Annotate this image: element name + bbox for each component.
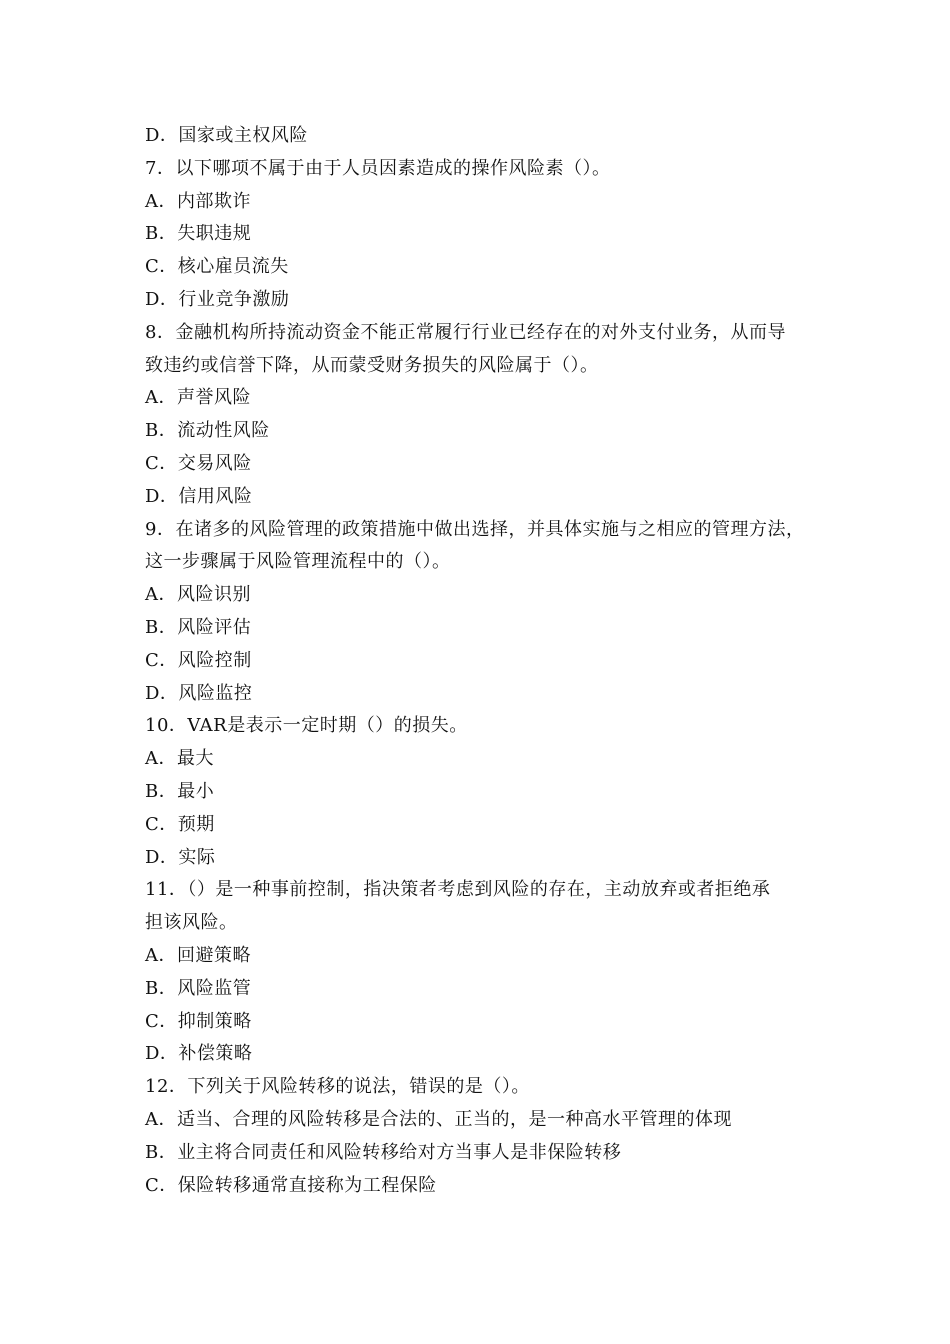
document-page [145, 120, 825, 1202]
option-line: D．行业竞争激励 [145, 288, 290, 310]
question-line-continued: 这一步骤属于风险管理流程中的（）。 [145, 551, 451, 573]
question-line: 9．在诸多的风险管理的政策措施中做出选择，并具体实施与之相应的管理方法， [145, 518, 805, 540]
question-line-continued: 致违约或信誉下降，从而蒙受财务损失的风险属于（）。 [145, 354, 599, 376]
option-line: A．适当、合理的风险转移是合法的、正当的，是一种高水平管理的体现 [145, 1108, 732, 1130]
option-line: A．声誉风险 [145, 387, 251, 409]
option-line: B．业主将合同责任和风险转移给对方当事人是非保险转移 [145, 1141, 622, 1163]
option-line: A．回避策略 [145, 944, 251, 966]
question-line: 8．金融机构所持流动资金不能正常履行行业已经存在的对外支付业务，从而导 [145, 321, 786, 343]
option-line: C．保险转移通常直接称为工程保险 [145, 1174, 437, 1196]
question-line-continued: 担该风险。 [145, 912, 238, 934]
option-line: B．流动性风险 [145, 420, 270, 442]
option-line: D．国家或主权风险 [145, 125, 308, 146]
option-line: B．风险评估 [145, 616, 252, 638]
option-line: A．最大 [145, 748, 214, 770]
option-line: A．风险识别 [145, 584, 251, 606]
question-line: 7．以下哪项不属于由于人员因素造成的操作风险素（）。 [145, 157, 611, 179]
option-line: D．信用风险 [145, 485, 253, 507]
option-line: C．交易风险 [145, 452, 252, 474]
option-line: D．补偿策略 [145, 1043, 253, 1065]
option-line: B．风险监管 [145, 977, 252, 999]
option-line: B．最小 [145, 780, 215, 802]
question-line: 11．（）是一种事前控制，指决策者考虑到风险的存在，主动放弃或者拒绝承 [145, 879, 771, 901]
option-line: C．风险控制 [145, 649, 252, 671]
option-line: C．抑制策略 [145, 1010, 252, 1032]
option-line: C．核心雇员流失 [145, 256, 289, 278]
question-line: 10．VAR是表示一定时期（）的损失。 [145, 715, 468, 737]
option-line: D．风险监控 [145, 682, 253, 704]
option-line: A．内部欺诈 [145, 190, 251, 212]
option-line: D．实际 [145, 846, 216, 868]
option-line: C．预期 [145, 813, 215, 835]
option-line: B．失职违规 [145, 223, 252, 245]
question-line: 12．下列关于风险转移的说法，错误的是（）。 [145, 1076, 530, 1098]
